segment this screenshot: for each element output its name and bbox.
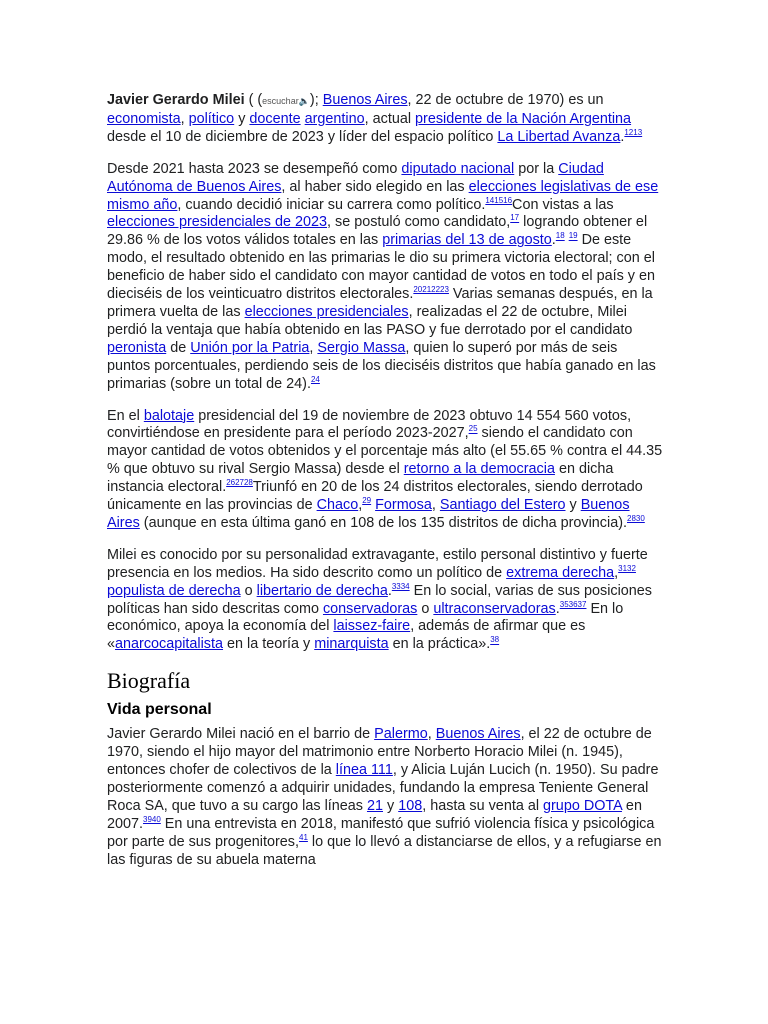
link-anarcocapitalista[interactable]: anarcocapitalista — [115, 636, 224, 653]
link-economista[interactable]: economista — [107, 110, 181, 127]
link-palermo[interactable]: Palermo — [374, 726, 428, 743]
reference-link[interactable]: 3132 — [618, 563, 636, 573]
link-linea-108[interactable]: 108 — [398, 797, 423, 814]
early-life-paragraph: Javier Gerardo Milei nació en el barrio de Palermo, Buenos Aires, el 22 de octubre de 1970, siendo el hijo mayor del matrimonio entre Norberto Horacio Milei (n. 1945), entonces chofer de colectivos de la línea 111, y Alicia Luján Lucich (n. 1950). Su padre posteriormente comenzó a adquirir unidades, fundando la empresa Teniente General Roca SA, que tuvo a su cargo las líneas 21 y 108, hasta su venta al grupo DOTA en 2007.$^{3940}$ En una entrevista en 2018, manifestó que sufrió violencia física y psicológica por parte de sus progenitores,$^{41}$ lo que lo llevó a distanciarse de ellos, y a refugiarse en las figuras de su abuela materna — [107, 726, 662, 868]
link-elecciones-legislativas[interactable]: elecciones legislativas de ese mismo año — [107, 178, 659, 213]
intro-paragraph: Javier Gerardo Milei ( (escuchar🔈); Buenos Aires, 22 de octubre de 1970) es un economista, político y docente argentino, actual presidente de la Nación Argentina desde el 10 de diciembre de 2023 y líder del espacio político La Libertad Avanza.$^{1213}$ — [107, 92, 643, 145]
link-sergio-massa[interactable]: Sergio Massa — [317, 339, 406, 356]
reference-link[interactable]: 353637 — [559, 599, 587, 609]
link-grupo-dota[interactable]: grupo DOTA — [543, 797, 622, 814]
link-caba[interactable]: Ciudad Autónoma de Buenos Aires — [107, 160, 604, 195]
reference-link[interactable]: 20212223 — [413, 285, 449, 295]
subsection-heading-vida-personal: Vida personal — [107, 701, 212, 719]
career-paragraph: Desde 2021 hasta 2023 se desempeñó como diputado nacional por la Ciudad Autónoma de Buenos Aires, al haber sido elegido en las elecciones legislativas de ese mismo año, cuando decidió iniciar su carrera como político.$^{141516}$Con vistas a las elecciones presidenciales de 2023, se postuló como candidato,$^{17}$ logrando obtener el 29.86 % de los votos válidos totales en las primarias del 13 de agosto.$^{18}$ $^{19}$ De este modo, el resultado obtenido en las primarias le dio su primera victoria electoral; con el beneficio de haber sido el candidato con mayor cantidad de votos en todo el país y en dieciséis de los veinticuatro distritos electorales.$^{20212223}$ Varias semanas después, en la primera vuelta de las elecciones presidenciales, realizadas el 22 de octubre, Milei perdió la ventaja que había obtenido en las PASO y fue derrotado por el candidato peronista de Unión por la Patria, Sergio Massa, quien lo superó por más de seis puntos porcentuales, perdiendo seis de los dieciséis distritos que había ganado en las primarias (sobre un total de 24).$^{24}$ — [107, 160, 659, 392]
link-la-libertad-avanza[interactable]: La Libertad Avanza — [497, 128, 621, 145]
reference-link[interactable]: 25 — [468, 424, 478, 434]
reference-link[interactable]: 24 — [310, 374, 320, 384]
link-formosa[interactable]: Formosa — [375, 497, 432, 514]
link-argentino[interactable]: argentino — [304, 110, 365, 127]
reference-link[interactable]: 141516 — [485, 195, 513, 205]
speaker-icon[interactable]: 🔈 — [298, 96, 310, 106]
article-body — [107, 92, 663, 884]
link-union-por-la-patria[interactable]: Unión por la Patria — [190, 339, 310, 356]
link-conservadoras[interactable]: conservadoras — [322, 600, 418, 617]
reference-link[interactable]: 41 — [299, 832, 308, 842]
reference-link[interactable]: 17 — [510, 213, 520, 223]
reference-link[interactable]: 18 — [555, 231, 565, 241]
link-primarias[interactable]: primarias del 13 de agosto — [382, 232, 552, 249]
link-libertario-de-derecha[interactable]: libertario de derecha — [256, 582, 388, 599]
reference-link[interactable]: 2830 — [627, 514, 645, 524]
reference-link[interactable]: 3940 — [143, 815, 161, 825]
link-extrema-derecha[interactable]: extrema derecha — [506, 564, 615, 581]
link-presidente-nacion[interactable]: presidente de la Nación Argentina — [415, 110, 632, 127]
link-docente[interactable]: docente — [249, 110, 301, 127]
link-ultraconservadoras[interactable]: ultraconservadoras — [433, 600, 556, 617]
link-chaco[interactable]: Chaco — [316, 497, 359, 514]
link-buenos-aires[interactable]: Buenos Aires — [322, 92, 408, 108]
reference-link[interactable]: 262728 — [226, 478, 253, 488]
section-heading-biografia: Biografía — [107, 668, 191, 694]
reference-link[interactable]: 29 — [362, 496, 372, 506]
reference-link[interactable]: 3334 — [391, 581, 410, 591]
link-buenos-aires[interactable]: Buenos Aires — [435, 726, 521, 743]
link-elecciones-presidenciales[interactable]: elecciones presidenciales — [244, 303, 409, 320]
link-elecciones-presidenciales-2023[interactable]: elecciones presidenciales de 2023 — [107, 214, 328, 231]
link-linea-21[interactable]: 21 — [366, 797, 383, 814]
link-santiago-del-estero[interactable]: Santiago del Estero — [439, 497, 566, 514]
link-retorno-democracia[interactable]: retorno a la democracia — [403, 461, 555, 478]
ideology-paragraph: Milei es conocido por su personalidad extravagante, estilo personal distintivo y fuerte presencia en los medios. Ha sido descrito como un político de extrema derecha,$^{3132}$ populista de derecha o libertario de derecha.$^{3334}$ En lo social, varias de sus posiciones políticas han sido descritas como conservadoras o ultraconservadoras.$^{353637}$ En lo económico, apoya la economía del laissez-faire, además de afirmar que es «anarcocapitalista en la teoría y minarquista en la práctica».$^{38}$ — [107, 546, 652, 653]
link-diputado-nacional[interactable]: diputado nacional — [401, 160, 515, 177]
reference-link[interactable]: 1213 — [624, 128, 643, 138]
link-minarquista[interactable]: minarquista — [314, 636, 389, 653]
link-balotaje[interactable]: balotaje — [143, 407, 195, 424]
link-politico[interactable]: político — [188, 110, 235, 127]
link-laissez-faire[interactable]: laissez-faire — [333, 618, 411, 635]
subject-name: Javier Gerardo Milei — [107, 92, 245, 108]
reference-link[interactable]: 38 — [490, 635, 500, 645]
listen-link[interactable]: escuchar — [262, 96, 299, 106]
link-linea-111[interactable]: línea 111 — [335, 762, 393, 779]
link-buenos-aires[interactable]: Buenos Aires — [107, 497, 630, 531]
balotaje-paragraph: En el balotaje presidencial del 19 de noviembre de 2023 obtuvo 14 554 560 votos, convirtiéndose en presidente para el período 2023-2027,25 siendo el candidato con mayor cantidad de votos obtenidos y el porcentaje más alto (el 55.65 % contra el 44.35 % que obtuvo su rival Sergio Massa) desde el retorno a la democracia en dicha instancia electoral.$^{262728}$Triunfó en 20 de los 24 distritos electorales, siendo derrotado únicamente en las provincias de Chaco,$^{29}$ Formosa, Santiago del Estero y Buenos Aires (aunque en esta última ganó en 108 de los 135 distritos de dicha provincia).$^{2830}$ — [107, 407, 663, 531]
link-populista-de-derecha[interactable]: populista de derecha — [107, 582, 241, 599]
link-peronista[interactable]: peronista — [107, 339, 167, 356]
reference-link[interactable]: 19 — [568, 231, 578, 241]
